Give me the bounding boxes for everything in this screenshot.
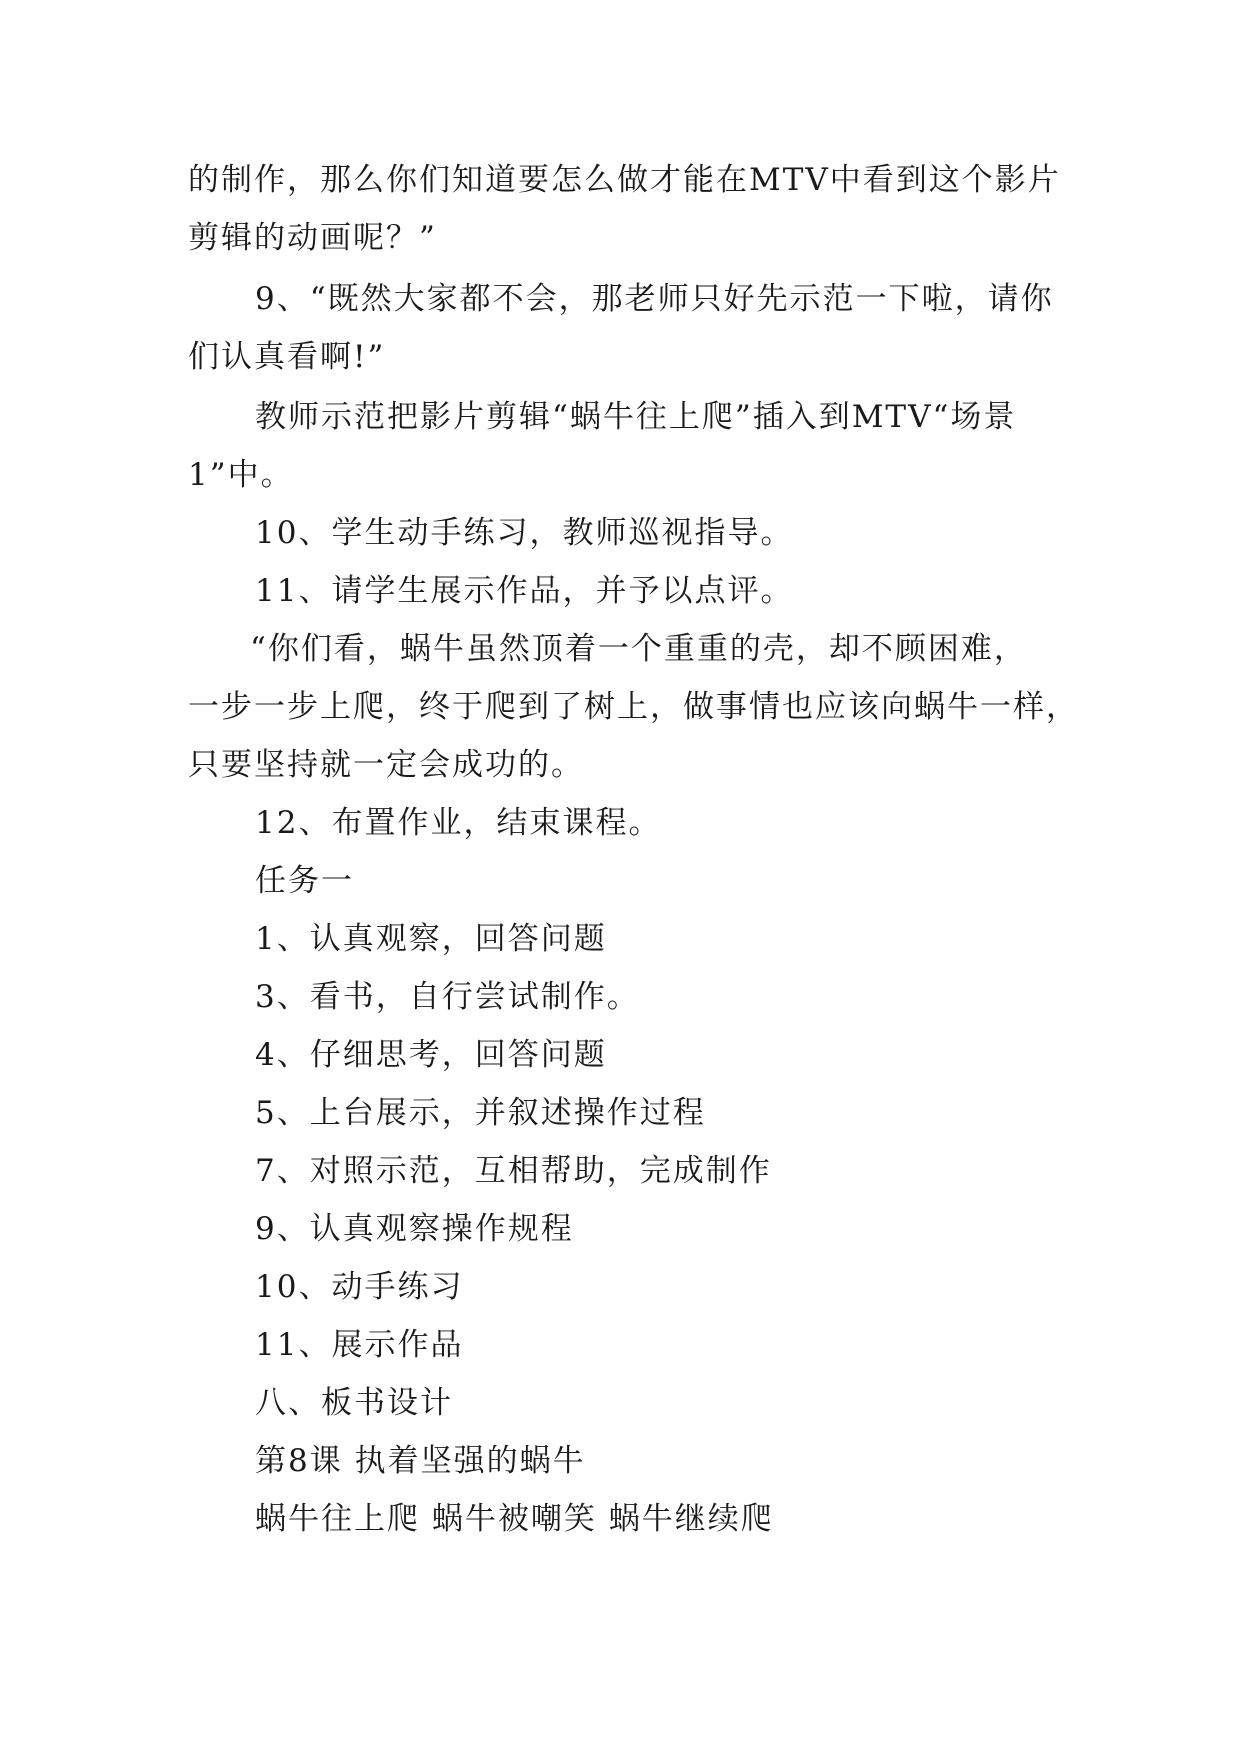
list-item: 3、看书，自行尝试制作。	[255, 979, 640, 1015]
section-heading: 八、板书设计	[255, 1385, 453, 1421]
board-title: 第8课 执着坚强的蜗牛	[255, 1443, 586, 1479]
text-line: 们认真看啊!”	[188, 339, 386, 375]
text-line: 剪辑的动画呢？”	[188, 220, 437, 256]
list-item: 5、上台展示，并叙述操作过程	[255, 1095, 706, 1131]
text-line: 10、学生动手练习，教师巡视指导。	[255, 515, 794, 551]
section-heading: 任务一	[255, 863, 354, 899]
list-item: 10、动手练习	[255, 1269, 464, 1305]
board-content: 蜗牛往上爬 蜗牛被嘲笑 蜗牛继续爬	[255, 1501, 774, 1537]
list-item: 4、仔细思考，回答问题	[255, 1037, 607, 1073]
list-item: 7、对照示范，互相帮助，完成制作	[255, 1153, 772, 1189]
text-line: 的制作，那么你们知道要怎么做才能在MTV中看到这个影片	[188, 162, 1061, 198]
text-line: 11、请学生展示作品，并予以点评。	[255, 573, 794, 609]
text-line: 一步一步上爬，终于爬到了树上，做事情也应该向蜗牛一样，	[188, 689, 1079, 725]
list-item: 9、认真观察操作规程	[255, 1211, 574, 1247]
text-line: 教师示范把影片剪辑“蜗牛往上爬”插入到MTV“场景	[255, 399, 1017, 435]
text-line: 9、“既然大家都不会，那老师只好先示范一下啦，请你	[255, 281, 1054, 317]
text-line: 12、布置作业，结束课程。	[255, 805, 662, 841]
text-line: 1”中。	[188, 457, 294, 493]
text-line: “你们看，蜗牛虽然顶着一个重重的壳，却不顾困难，	[250, 631, 1027, 667]
text-line: 只要坚持就一定会成功的。	[188, 747, 584, 783]
list-item: 1、认真观察，回答问题	[255, 921, 607, 957]
list-item: 11、展示作品	[255, 1327, 464, 1363]
